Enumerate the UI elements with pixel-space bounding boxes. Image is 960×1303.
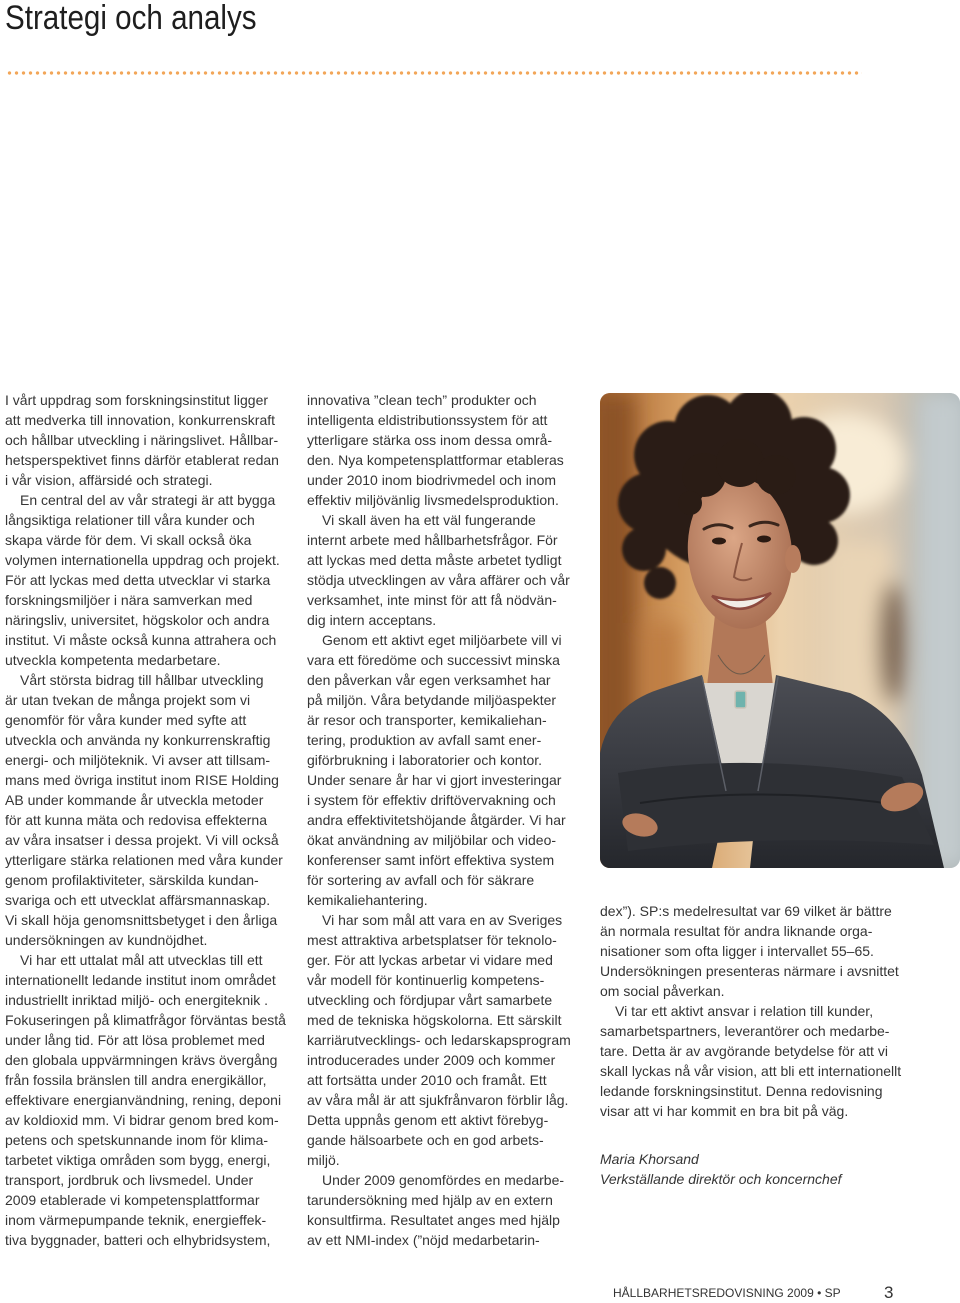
text-line: verksamhet, inte minst för att få nödvän- [307,592,557,608]
text-line: konferenser samt infört effektiva system [307,852,555,868]
text-line: för att kunna mäta och redovisa effekterna [5,812,268,828]
text-line: Vi skall även ha ett väl fungerande [322,512,536,528]
running-footer: HÅLLBARHETSREDOVISNING 2009 • SP [613,1286,841,1300]
text-line: skapa värde för dem. Vi skall också öka [5,532,252,548]
text-line: inom värmepumpande teknik, energieffek- [5,1212,267,1228]
paragraph [307,630,587,910]
text-line: ytterligare stärka relationen med våra kunder [5,852,283,868]
text-line: volymen internationella uppdrag och projekt. [5,552,280,568]
portrait-photo [600,393,960,868]
paragraph [600,901,956,1001]
text-line: Detta uppnås genom ett aktivt förebyg- [307,1112,549,1128]
page-title: Strategi och analys [5,0,257,37]
text-line: av ett NMI-index (”nöjd medarbetarin- [307,1232,540,1248]
text-line: genom profilaktiviteter, särskilda kundan- [5,872,259,888]
text-line: effektiv miljövänlig livsmedelsproduktion. [307,492,559,508]
text-line: effektivare energianvändning, rening, deponi [5,1092,282,1108]
text-line: tiva byggnader, batteri och elhybridsystem, [5,1232,271,1248]
page-number: 3 [884,1283,894,1302]
text-line: I vårt uppdrag som forskningsinstitut ligger [5,392,269,408]
text-line: petens och spetskunnande inom för klima- [5,1132,269,1148]
signature-name: Maria Khorsand [600,1151,699,1167]
paragraph [5,950,295,1250]
text-line: mans med övriga institut inom RISE Holding [5,772,279,788]
paragraph [5,490,295,670]
paragraph [600,1001,956,1121]
text-line: forskningsmiljöer i nära samverkan med [5,592,253,608]
text-line: 2009 etablerade vi kompetensplattformar [5,1192,260,1208]
text-line: konsultfirma. Resultatet anges med hjälp [307,1212,560,1228]
text-line: karriärutvecklings- och ledarskapsprogram [307,1032,571,1048]
text-line: Under senare år har vi gjort investeringar [307,772,562,788]
text-line: den globala uppvärmningen krävs övergång [5,1052,278,1068]
text-line: den påverkan vår egen verksamhet har [307,672,551,688]
text-line: under 2010 inom biodrivmedel och inom [307,472,557,488]
text-line: av koldioxid mm. Vi bidrar genom bred kom- [5,1112,279,1128]
paragraph [307,510,587,630]
paragraph [5,670,295,950]
text-line: transport, jordbruk och livsmedel. Under [5,1172,254,1188]
text-line: utveckling och fördjupar vårt samarbete [307,992,553,1008]
text-line: introducerades under 2009 och kommer [307,1052,556,1068]
text-line: Vi skall höja genomsnittsbetyget i den årliga [5,912,278,928]
text-line: under lång tid. För att lösa problemet med [5,1032,265,1048]
text-line: gande hälsoarbete och en god arbets- [307,1132,544,1148]
text-line: tarundersökning med hjälp av en extern [307,1192,553,1208]
signature-block [600,1149,956,1189]
text-line: samarbetspartners, leverantörer och medarbe- [600,1023,890,1039]
text-line: kemikaliehantering. [307,892,428,908]
text-line: stödja utvecklingen av våra affärer och vår [307,572,570,588]
text-line: institut. Vi måste också kunna attrahera och [5,632,277,648]
text-line: vara ett föredöme och successivt minska [307,652,560,668]
text-line: ger. För att lyckas arbetar vi vidare med [307,952,553,968]
text-line: att lyckas med detta måste arbetet tydligt [307,552,562,568]
text-column-2 [307,390,587,1250]
text-line: mest attraktiva arbetsplatser för teknolo- [307,932,557,948]
text-line: i vår vision, affärsidé och strategi. [5,472,213,488]
text-line: skall lyckas nå vår vision, att bli ett internationellt [600,1063,902,1079]
text-line: och hållbar utveckling i näringslivet. Hållbar- [5,432,279,448]
signature-title: Verkställande direktör och koncernchef [600,1171,842,1187]
text-line: den. Nya kompetensplattformar etableras [307,452,564,468]
text-line: undersökningen av kundnöjdhet. [5,932,208,948]
text-line: om social påverkan. [600,983,725,999]
text-line: utveckla kompetenta medarbetare. [5,652,221,668]
text-line: Fokuseringen på klimatfrågor förväntas bestå [5,1012,286,1028]
paragraph [307,1170,587,1250]
text-line: näringsliv, universitet, högskolor och andra [5,612,270,628]
paragraph [307,390,587,510]
text-line: att fortsätta under 2010 och framåt. Ett [307,1072,547,1088]
text-line: Vårt största bidrag till hållbar utveckling [20,672,264,688]
text-line: andra effektivitetshöjande åtgärder. Vi har [307,812,566,828]
text-line: på miljön. Våra betydande miljöaspekter [307,692,557,708]
text-line: utveckla och använda ny konkurrenskraftig [5,732,271,748]
text-line: av våra mål är att sjukfrånvaron förblir låg. [307,1092,569,1108]
text-line: Vi tar ett aktivt ansvar i relation till kunder, [615,1003,874,1019]
text-line: tare. Detta är av avgörande betydelse för att vi [600,1043,888,1059]
text-line: En central del av vår strategi är att bygga [20,492,276,508]
text-line: i system för effektiv driftövervakning och [307,792,556,808]
text-line: genomför för våra kunder med syfte att [5,712,247,728]
text-line: energi- och miljöteknik. Vi avser att tillsam- [5,752,271,768]
text-line: än normala resultat för andra liknande orga- [600,923,873,939]
text-line: internt arbete med hållbarhetsfrågor. För [307,532,558,548]
text-line: dig intern acceptans. [307,612,437,628]
text-line: svariga och ett utvecklat affärsmannaskap. [5,892,271,908]
text-line: är utan tvekan de många projekt som vi [5,692,251,708]
text-line: miljö. [307,1152,340,1168]
text-line: av våra insatser i dessa projekt. Vi vill också [5,832,279,848]
text-line: innovativa ”clean tech” produkter och [307,392,537,408]
text-line: att medverka till innovation, konkurrenskraft [5,412,276,428]
text-line: industriellt inriktad miljö- och energiteknik . [5,992,268,1008]
text-line: För att lyckas med detta utvecklar vi starka [5,572,271,588]
text-line: är resor och transporter, kemikaliehan- [307,712,547,728]
dotted-divider [6,71,862,75]
text-line: Under 2009 genomfördes en medarbe- [322,1172,565,1188]
text-line: dex”). SP:s medelresultat var 69 vilket är bättre [600,903,892,919]
text-line: nisationer som ofta ligger i intervallet 55–65. [600,943,874,959]
text-line: visar att vi har kommit en bra bit på väg. [600,1103,849,1119]
text-line: intelligenta eldistributionssystem för att [307,412,548,428]
paragraph [307,910,587,1170]
text-line: hetsperspektivet finns därför etablerat redan [5,452,279,468]
text-line: ledande forskningsinstitut. Denna redovisning [600,1083,883,1099]
text-column-3 [600,901,956,1121]
text-line: giförbrukning i laboratorier och kontor. [307,752,543,768]
text-line: med de tekniska högskolorna. Ett särskilt [307,1012,562,1028]
text-line: Vi har ett uttalat mål att utvecklas till ett [20,952,263,968]
text-line: tering, produktion av avfall samt ener- [307,732,542,748]
paragraph [5,390,295,490]
text-line: AB under kommande år utveckla metoder [5,792,264,808]
text-line: Genom ett aktivt eget miljöarbete vill vi [322,632,562,648]
text-line: Vi har som mål att vara en av Sveriges [322,912,563,928]
text-line: ökat användning av miljöbilar och video- [307,832,557,848]
text-line: från fossila bränslen till andra energikällor, [5,1072,267,1088]
text-line: internationellt ledande institut inom området [5,972,276,988]
text-line: ytterligare stärka oss inom dessa områ- [307,432,553,448]
text-line: vår modell för kontinuerlig kompetens- [307,972,545,988]
text-line: Undersökningen presenteras närmare i avsnittet [600,963,899,979]
text-column-1 [5,390,295,1250]
text-line: långsiktiga relationer till våra kunder och [5,512,255,528]
text-line: tarbetet viktiga områden som bygg, energi, [5,1152,271,1168]
text-line: för sortering av avfall och för säkrare [307,872,535,888]
